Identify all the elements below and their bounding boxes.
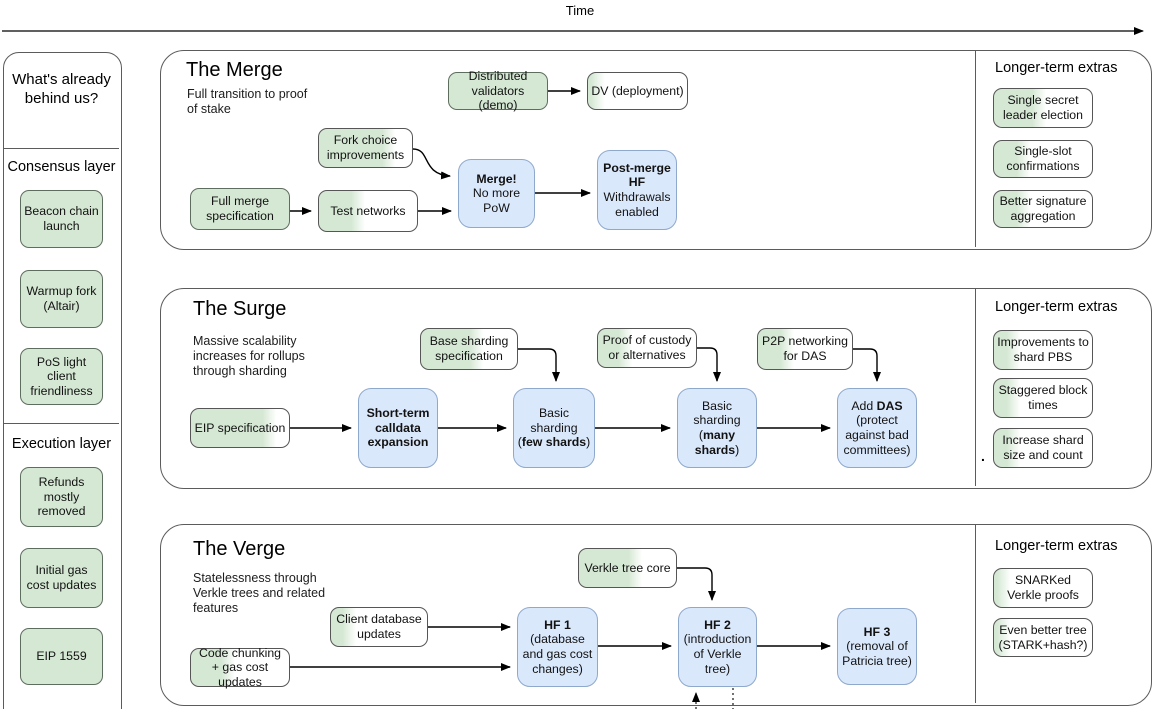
extra-better-signature-aggregation: Better signature aggregation xyxy=(993,190,1093,228)
surge-extras-divider xyxy=(975,289,976,486)
verge-extras-divider xyxy=(975,525,976,703)
node-verkle-tree-core: Verkle tree core xyxy=(578,548,677,588)
node-eip-specification: EIP specification xyxy=(190,408,290,448)
node-fork-choice: Fork choice improvements xyxy=(318,128,413,168)
merge-title: The Merge xyxy=(186,59,283,81)
verge-title: The Verge xyxy=(193,538,286,560)
node-hf1: HF 1 (database and gas cost changes) xyxy=(517,607,598,687)
merge-extras-title: Longer-term extras xyxy=(995,60,1118,76)
node-dv-deployment: DV (deployment) xyxy=(587,72,688,110)
execution-layer-label: Execution layer xyxy=(11,436,112,452)
item-beacon-chain-launch: Beacon chain launch xyxy=(20,190,103,248)
surge-subtitle: Massive scalability increases for rollups through sharding xyxy=(193,334,305,378)
node-hf2: HF 2 (introduction of Verkle tree) xyxy=(678,607,757,687)
node-code-chunking: Code chunking + gas cost updates xyxy=(190,648,290,687)
stray-dot: . xyxy=(981,448,985,464)
extra-snarked-verkle-proofs: SNARKed Verkle proofs xyxy=(993,568,1093,608)
extra-increase-shard-size: Increase shard size and count xyxy=(993,428,1093,468)
merge-extras-divider xyxy=(975,51,976,247)
behind-us-title: What's already behind us? xyxy=(12,71,111,107)
extra-single-secret-leader: Single secret leader election xyxy=(993,88,1093,128)
extra-even-better-tree: Even better tree (STARK+hash?) xyxy=(993,618,1093,657)
verge-extras-title: Longer-term extras xyxy=(995,538,1118,554)
node-post-merge-hf: Post-merge HF Withdrawals enabled xyxy=(597,150,677,230)
surge-title: The Surge xyxy=(193,298,287,320)
verge-subtitle: Statelessness through Verkle trees and related features xyxy=(193,571,326,615)
merge-subtitle: Full transition to proof of stake xyxy=(187,87,308,116)
item-eip-1559: EIP 1559 xyxy=(20,628,103,685)
node-distributed-validators: Distributed validators (demo) xyxy=(448,72,548,110)
time-axis-label: Time xyxy=(565,3,595,18)
node-hf3: HF 3 (removal of Patricia tree) xyxy=(837,608,917,685)
node-base-sharding-spec: Base sharding specification xyxy=(420,328,518,370)
node-add-das: Add DAS (protect against bad committees) xyxy=(837,388,917,468)
extra-improvements-shard-pbs: Improvements to shard PBS xyxy=(993,330,1093,370)
node-proof-of-custody: Proof of custody or alternatives xyxy=(597,328,697,368)
node-full-merge-spec: Full merge specification xyxy=(190,188,290,230)
panel-divider-2 xyxy=(4,423,119,424)
consensus-layer-label: Consensus layer xyxy=(7,159,116,175)
item-refunds-removed: Refunds mostly removed xyxy=(20,467,103,527)
item-warmup-fork-altair: Warmup fork (Altair) xyxy=(20,270,103,328)
extra-staggered-block-times: Staggered block times xyxy=(993,378,1093,418)
surge-extras-title: Longer-term extras xyxy=(995,299,1118,315)
node-basic-sharding-many: Basic sharding (many shards) xyxy=(677,388,757,468)
node-test-networks: Test networks xyxy=(318,190,418,232)
extra-single-slot-confirmations: Single-slot confirmations xyxy=(993,140,1093,178)
item-pos-light-client: PoS light client friendliness xyxy=(20,348,103,405)
panel-divider-1 xyxy=(4,148,119,149)
node-merge: Merge! No more PoW xyxy=(458,159,535,228)
node-short-term-calldata: Short-term calldata expansion xyxy=(358,388,438,468)
item-initial-gas-cost: Initial gas cost updates xyxy=(20,548,103,608)
node-client-database-updates: Client database updates xyxy=(330,607,428,647)
node-p2p-networking-das: P2P networking for DAS xyxy=(757,328,853,370)
node-basic-sharding-few: Basic sharding (few shards) xyxy=(513,388,595,468)
